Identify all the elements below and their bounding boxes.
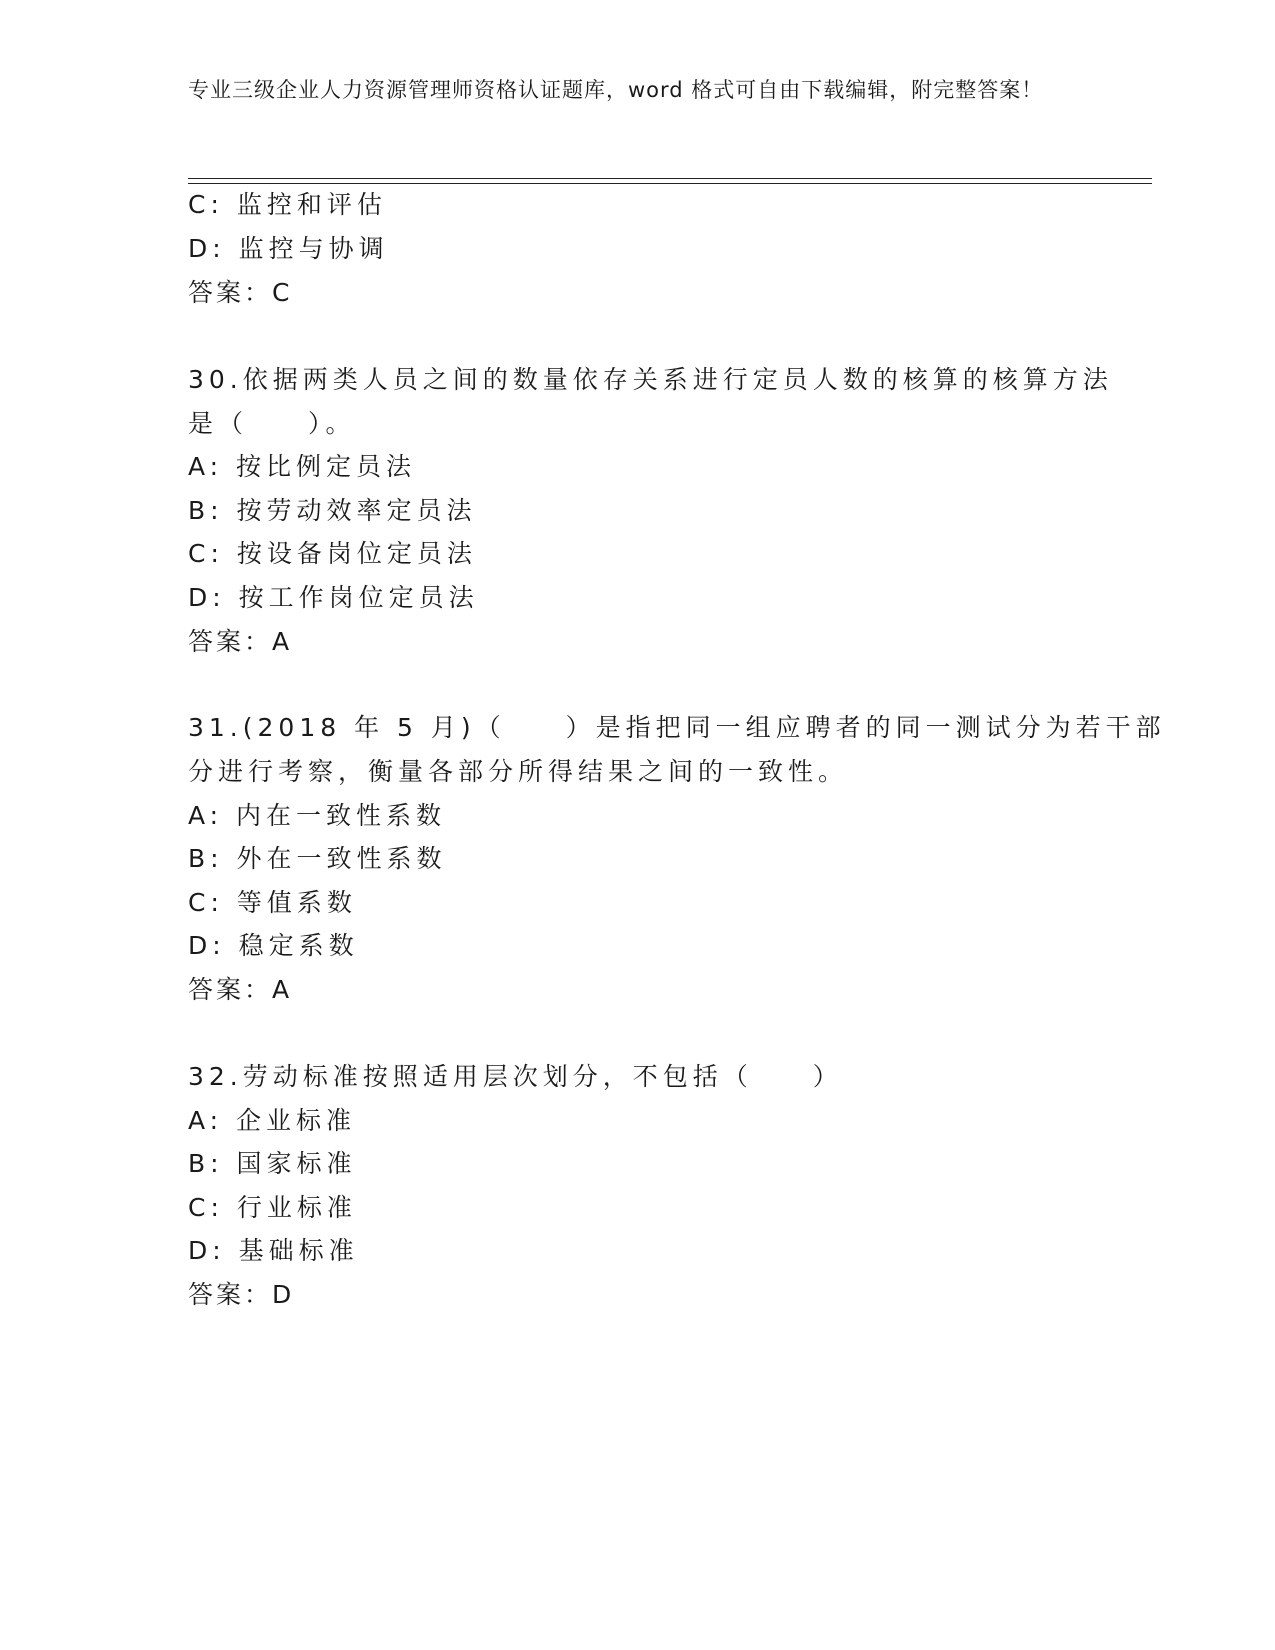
- question-31-option-a: A: 内在一致性系数: [188, 801, 447, 830]
- question-32-option-c: C: 行业标准: [188, 1193, 357, 1222]
- question-32-option-d: D: 基础标准: [188, 1236, 359, 1265]
- divider-line-bottom: [188, 183, 1152, 184]
- question-31-option-c: C: 等值系数: [188, 888, 357, 917]
- question-32-option-a: A: 企业标准: [188, 1106, 357, 1135]
- question-30-option-b: B: 按劳动效率定员法: [188, 496, 477, 525]
- question-32-answer: 答案：D: [188, 1280, 295, 1309]
- question-30-text: 30.依据两类人员之间的数量依存关系进行定员人数的核算的核算方法: [188, 365, 1113, 394]
- question-31-text: 31.(2018 年 5 月)（ ）是指把同一组应聘者的同一测试分为若干部: [188, 713, 1166, 742]
- option-d: D: 监控与协调: [188, 234, 389, 263]
- question-31-text-cont: 分进行考察，衡量各部分所得结果之间的一致性。: [188, 757, 849, 786]
- divider-line-top: [188, 178, 1152, 179]
- option-c: C: 监控和评估: [188, 190, 387, 219]
- question-31-option-b: B: 外在一致性系数: [188, 844, 447, 873]
- question-31-option-d: D: 稳定系数: [188, 931, 359, 960]
- question-30-option-d: D: 按工作岗位定员法: [188, 583, 479, 612]
- answer-line: 答案：C: [188, 278, 293, 307]
- question-31-answer: 答案：A: [188, 975, 293, 1004]
- question-32-option-b: B: 国家标准: [188, 1149, 357, 1178]
- question-32-text: 32.劳动标准按照适用层次划分，不包括（ ）: [188, 1062, 843, 1091]
- question-30-option-c: C: 按设备岗位定员法: [188, 539, 477, 568]
- header-divider: [188, 178, 1152, 184]
- question-30-option-a: A: 按比例定员法: [188, 452, 417, 481]
- question-30-answer: 答案：A: [188, 627, 293, 656]
- question-30-text-cont: 是（ ）。: [188, 409, 356, 438]
- document-header: 专业三级企业人力资源管理师资格认证题库，word 格式可自由下载编辑，附完整答案！: [188, 78, 1044, 102]
